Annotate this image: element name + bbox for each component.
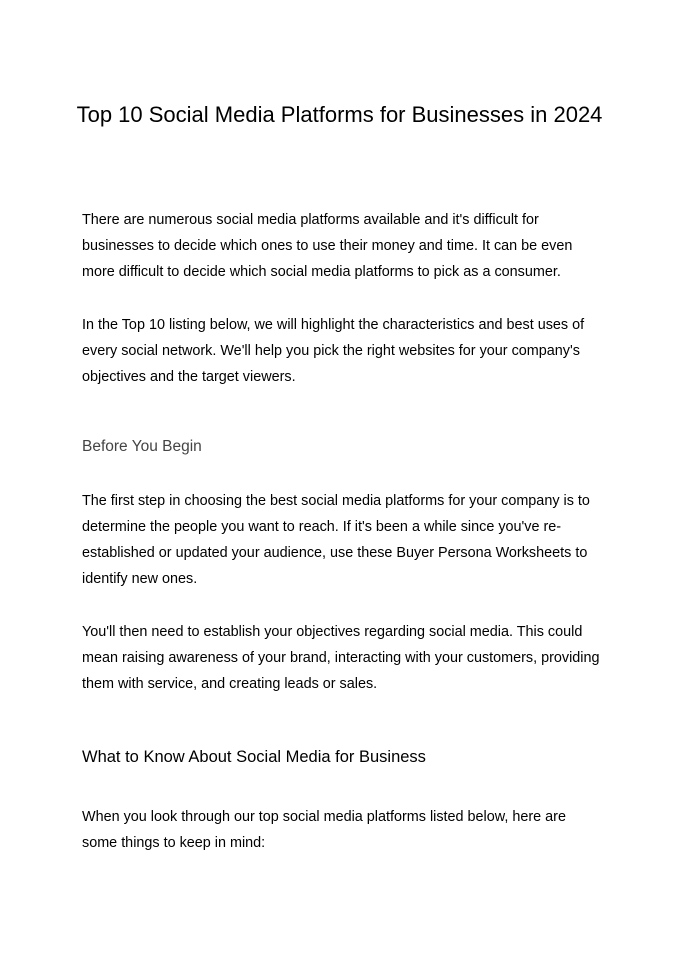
section-heading-before-you-begin: Before You Begin — [82, 438, 202, 455]
section-1-paragraph-1: The first step in choosing the best social media platforms for your company is to determine the people you want to reach. If it's been a while since you've re-established or updated your audience, use these Buyer Persona Worksheets to identify new ones. — [82, 493, 590, 587]
section-2-paragraph-1: When you look through our top social media platforms listed below, here are some things to keep in mind: — [82, 809, 566, 851]
intro-paragraph-1: There are numerous social media platforms available and it's difficult for businesses to decide which ones to use their money and time. It can be even more difficult to decide which social media platforms to pick as a consumer. — [82, 212, 573, 280]
page-title: Top 10 Social Media Platforms for Businesses in 2024 — [76, 102, 603, 127]
section-1-paragraph-2: You'll then need to establish your objectives regarding social media. This could mean raising awareness of your brand, interacting with your customers, providing them with service, and creating leads or sales. — [82, 624, 600, 692]
intro-paragraph-2: In the Top 10 listing below, we will highlight the characteristics and best uses of every social network. We'll help you pick the right websites for your company's objectives and the target viewers. — [82, 317, 585, 385]
section-heading-what-to-know: What to Know About Social Media for Business — [82, 748, 426, 766]
